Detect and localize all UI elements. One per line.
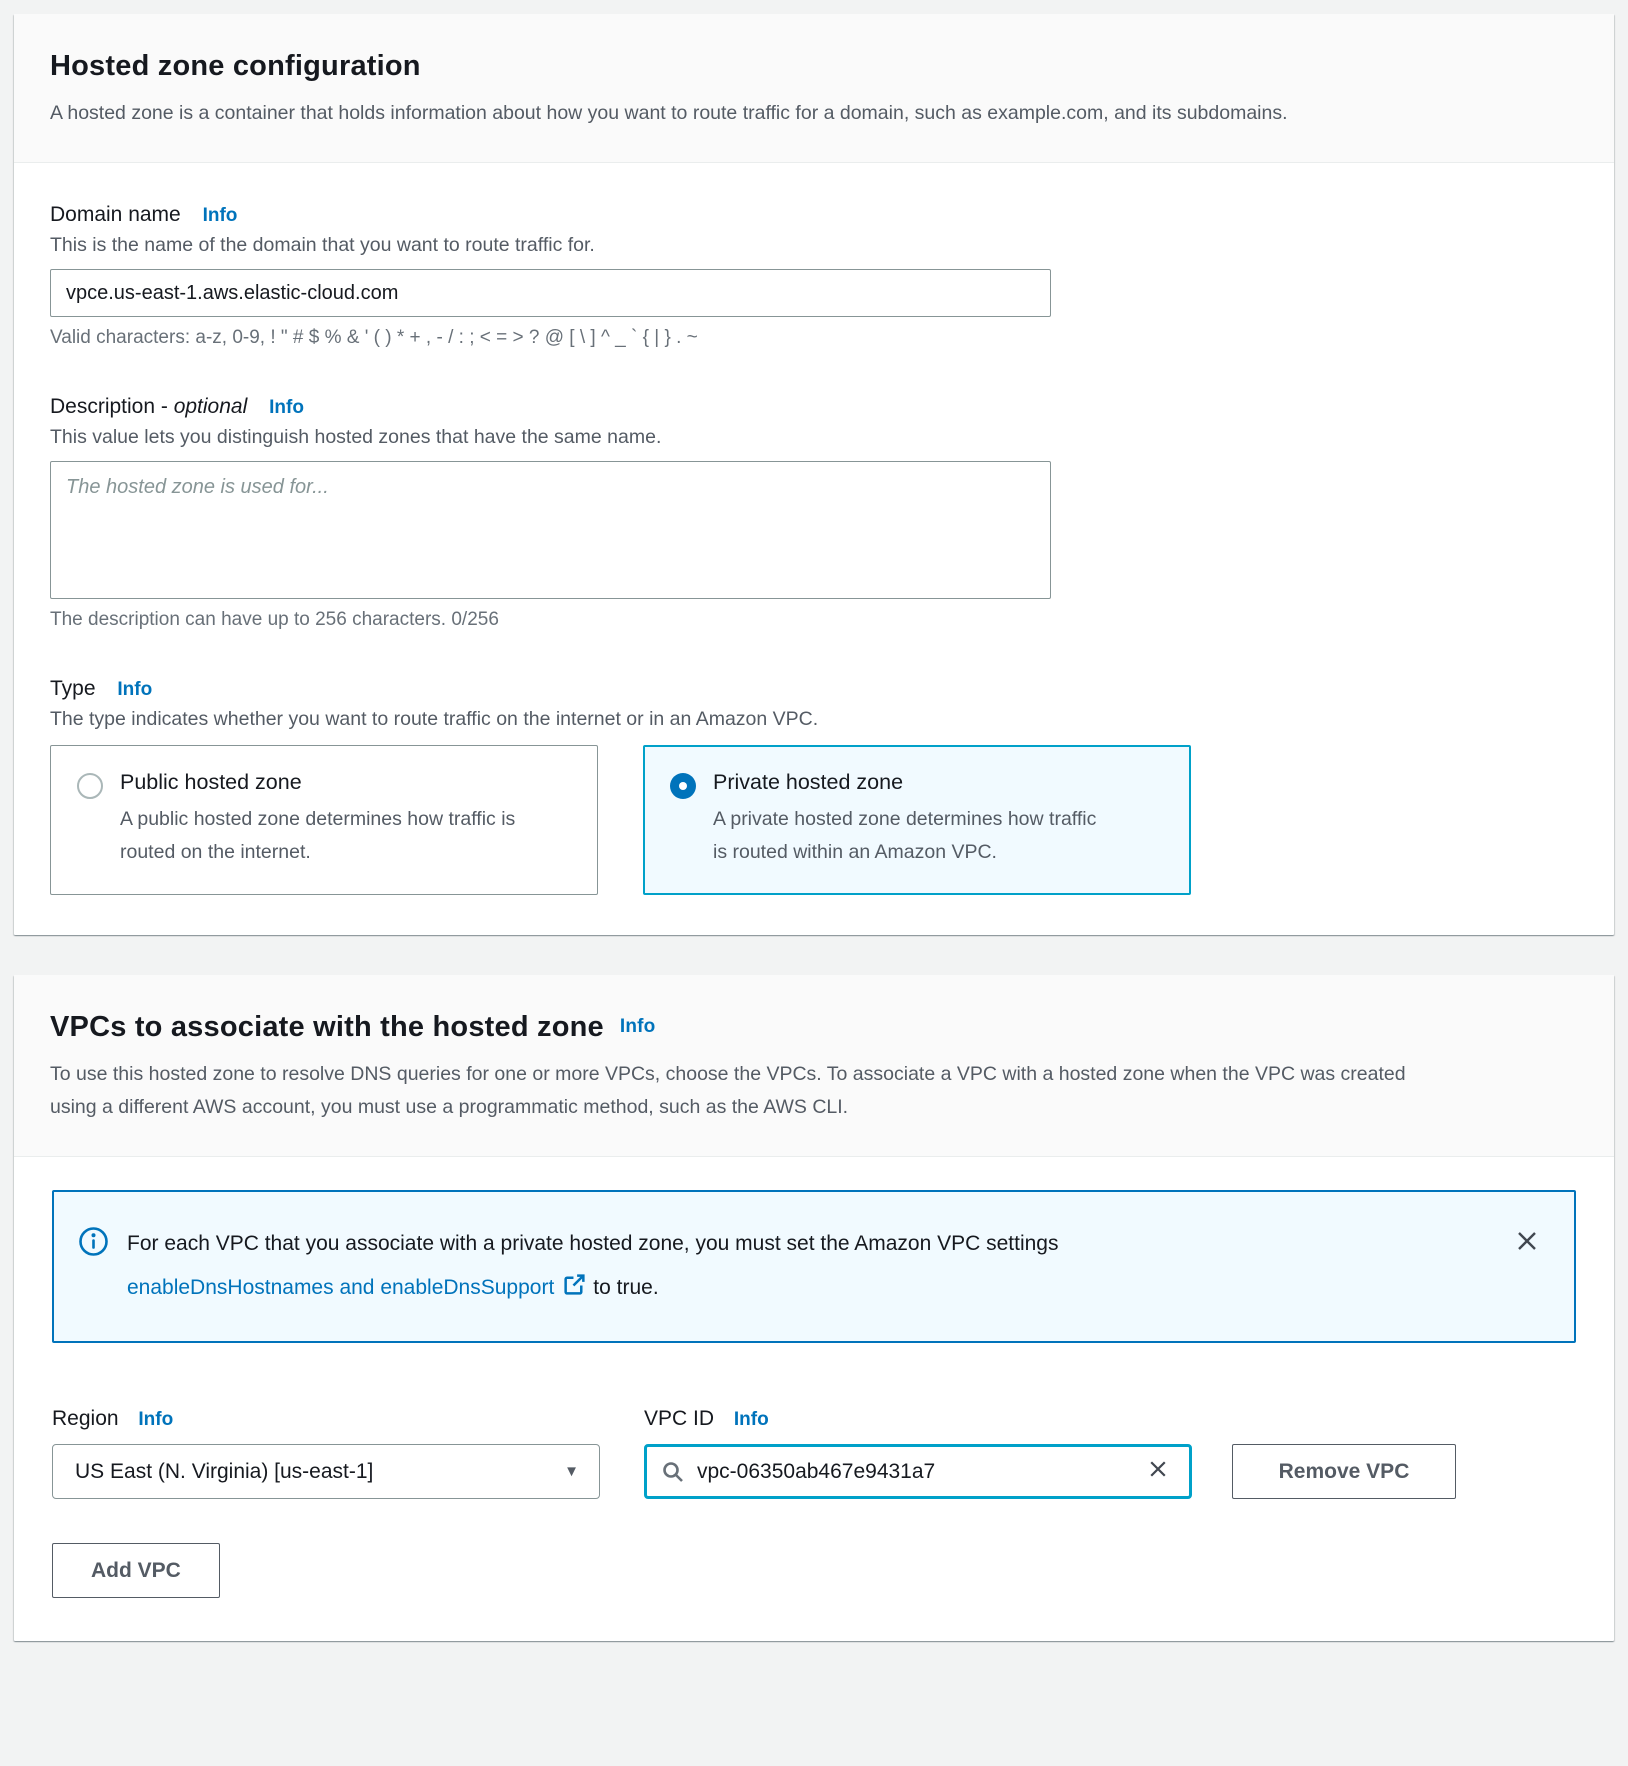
domain-name-label: Domain name Info: [50, 203, 238, 226]
clear-icon[interactable]: [1141, 1456, 1175, 1488]
radio-unselected-icon[interactable]: [77, 773, 103, 799]
vpc-association-body: [14, 1157, 1614, 1641]
banner-message-line1: For each VPC that you associate with a private hosted zone, you must set the Amazon VPC settings: [127, 1232, 1059, 1255]
radio-selected-icon[interactable]: [670, 773, 696, 799]
domain-name-input[interactable]: [50, 269, 1051, 317]
description-help-text: This value lets you distinguish hosted zones that have the same name.: [50, 426, 662, 448]
section-title: Hosted zone configuration: [50, 50, 421, 82]
public-hosted-zone-description: A public hosted zone determines how traffic is routed on the internet.: [120, 808, 516, 863]
description-optional-label: optional: [173, 395, 248, 418]
vpc-id-field-group: [644, 1407, 1192, 1499]
type-info-link[interactable]: Info: [117, 679, 153, 700]
vpc-association-panel: [14, 975, 1614, 1641]
chevron-down-icon: ▼: [564, 1463, 579, 1480]
type-field-group: [50, 677, 1574, 895]
domain-name-help-text: This is the name of the domain that you want to route traffic for.: [50, 234, 595, 256]
description-textarea[interactable]: [50, 461, 1051, 599]
vpc-section-title-row: [50, 1011, 1574, 1044]
type-label: Type Info: [50, 677, 153, 700]
public-hosted-zone-option[interactable]: [50, 745, 598, 895]
description-label: Description - optional Info: [50, 395, 304, 418]
vpc-association-header: [14, 975, 1614, 1157]
private-hosted-zone-label: Private hosted zone: [713, 770, 904, 794]
vpc-id-info-link[interactable]: Info: [733, 1409, 769, 1430]
region-select[interactable]: [52, 1444, 600, 1499]
vpc-section-info-link[interactable]: Info: [619, 1016, 656, 1037]
vpc-id-input[interactable]: [697, 1460, 1141, 1484]
description-constraint-text: The description can have up to 256 characters. 0/256: [50, 609, 499, 630]
type-options: [50, 745, 1574, 895]
enable-dns-link[interactable]: enableDnsHostnames and enableDnsSupport: [127, 1276, 555, 1299]
description-field-group: [50, 395, 1574, 631]
add-vpc-button[interactable]: Add VPC: [52, 1543, 220, 1598]
banner-message-suffix: to true.: [593, 1276, 659, 1299]
close-icon[interactable]: [1508, 1224, 1546, 1261]
vpc-id-search-box: [644, 1444, 1192, 1499]
hosted-zone-configuration-header: [14, 14, 1614, 163]
domain-name-info-link[interactable]: Info: [202, 205, 238, 226]
private-hosted-zone-description: A private hosted zone determines how traffic is routed within an Amazon VPC.: [713, 808, 1097, 863]
type-help-text: The type indicates whether you want to route traffic on the internet or in an Amazon VPC.: [50, 708, 819, 730]
section-description: A hosted zone is a container that holds information about how you want to route traffic for a domain, such as example.com, and its subdomains.: [50, 102, 1288, 124]
remove-vpc-button[interactable]: Remove VPC: [1232, 1444, 1456, 1499]
hosted-zone-configuration-body: [14, 163, 1614, 935]
region-label: Region Info: [52, 1407, 174, 1430]
vpc-row: [52, 1407, 1576, 1499]
domain-name-field-group: [50, 203, 1574, 349]
description-info-link[interactable]: Info: [269, 397, 304, 418]
search-icon: [661, 1460, 685, 1484]
vpc-section-description: To use this hosted zone to resolve DNS queries for one or more VPCs, choose the VPCs. To associate a VPC with a hosted zone when the VPC was created using a different AWS account, you must use a programmatic method, such as the AWS CLI.: [50, 1063, 1406, 1118]
vpc-settings-info-banner: [52, 1190, 1576, 1343]
vpc-id-label: VPC ID Info: [644, 1407, 769, 1430]
public-hosted-zone-label: Public hosted zone: [120, 770, 302, 794]
external-link-icon: [562, 1269, 587, 1313]
banner-message: [127, 1222, 1059, 1313]
region-selected-value: US East (N. Virginia) [us-east-1]: [75, 1459, 374, 1483]
private-hosted-zone-option[interactable]: [643, 745, 1191, 895]
vpc-section-title: VPCs to associate with the hosted zone: [50, 1011, 604, 1043]
region-field-group: [52, 1407, 600, 1499]
domain-name-constraint-text: Valid characters: a-z, 0-9, ! " # $ % & ' ( ) * + , - / : ; < = > ? @ [ \ ] ^ _ ` { | } . ~: [50, 327, 698, 348]
info-icon: [78, 1226, 109, 1262]
region-info-link[interactable]: Info: [138, 1409, 174, 1430]
hosted-zone-configuration-panel: [14, 14, 1614, 935]
